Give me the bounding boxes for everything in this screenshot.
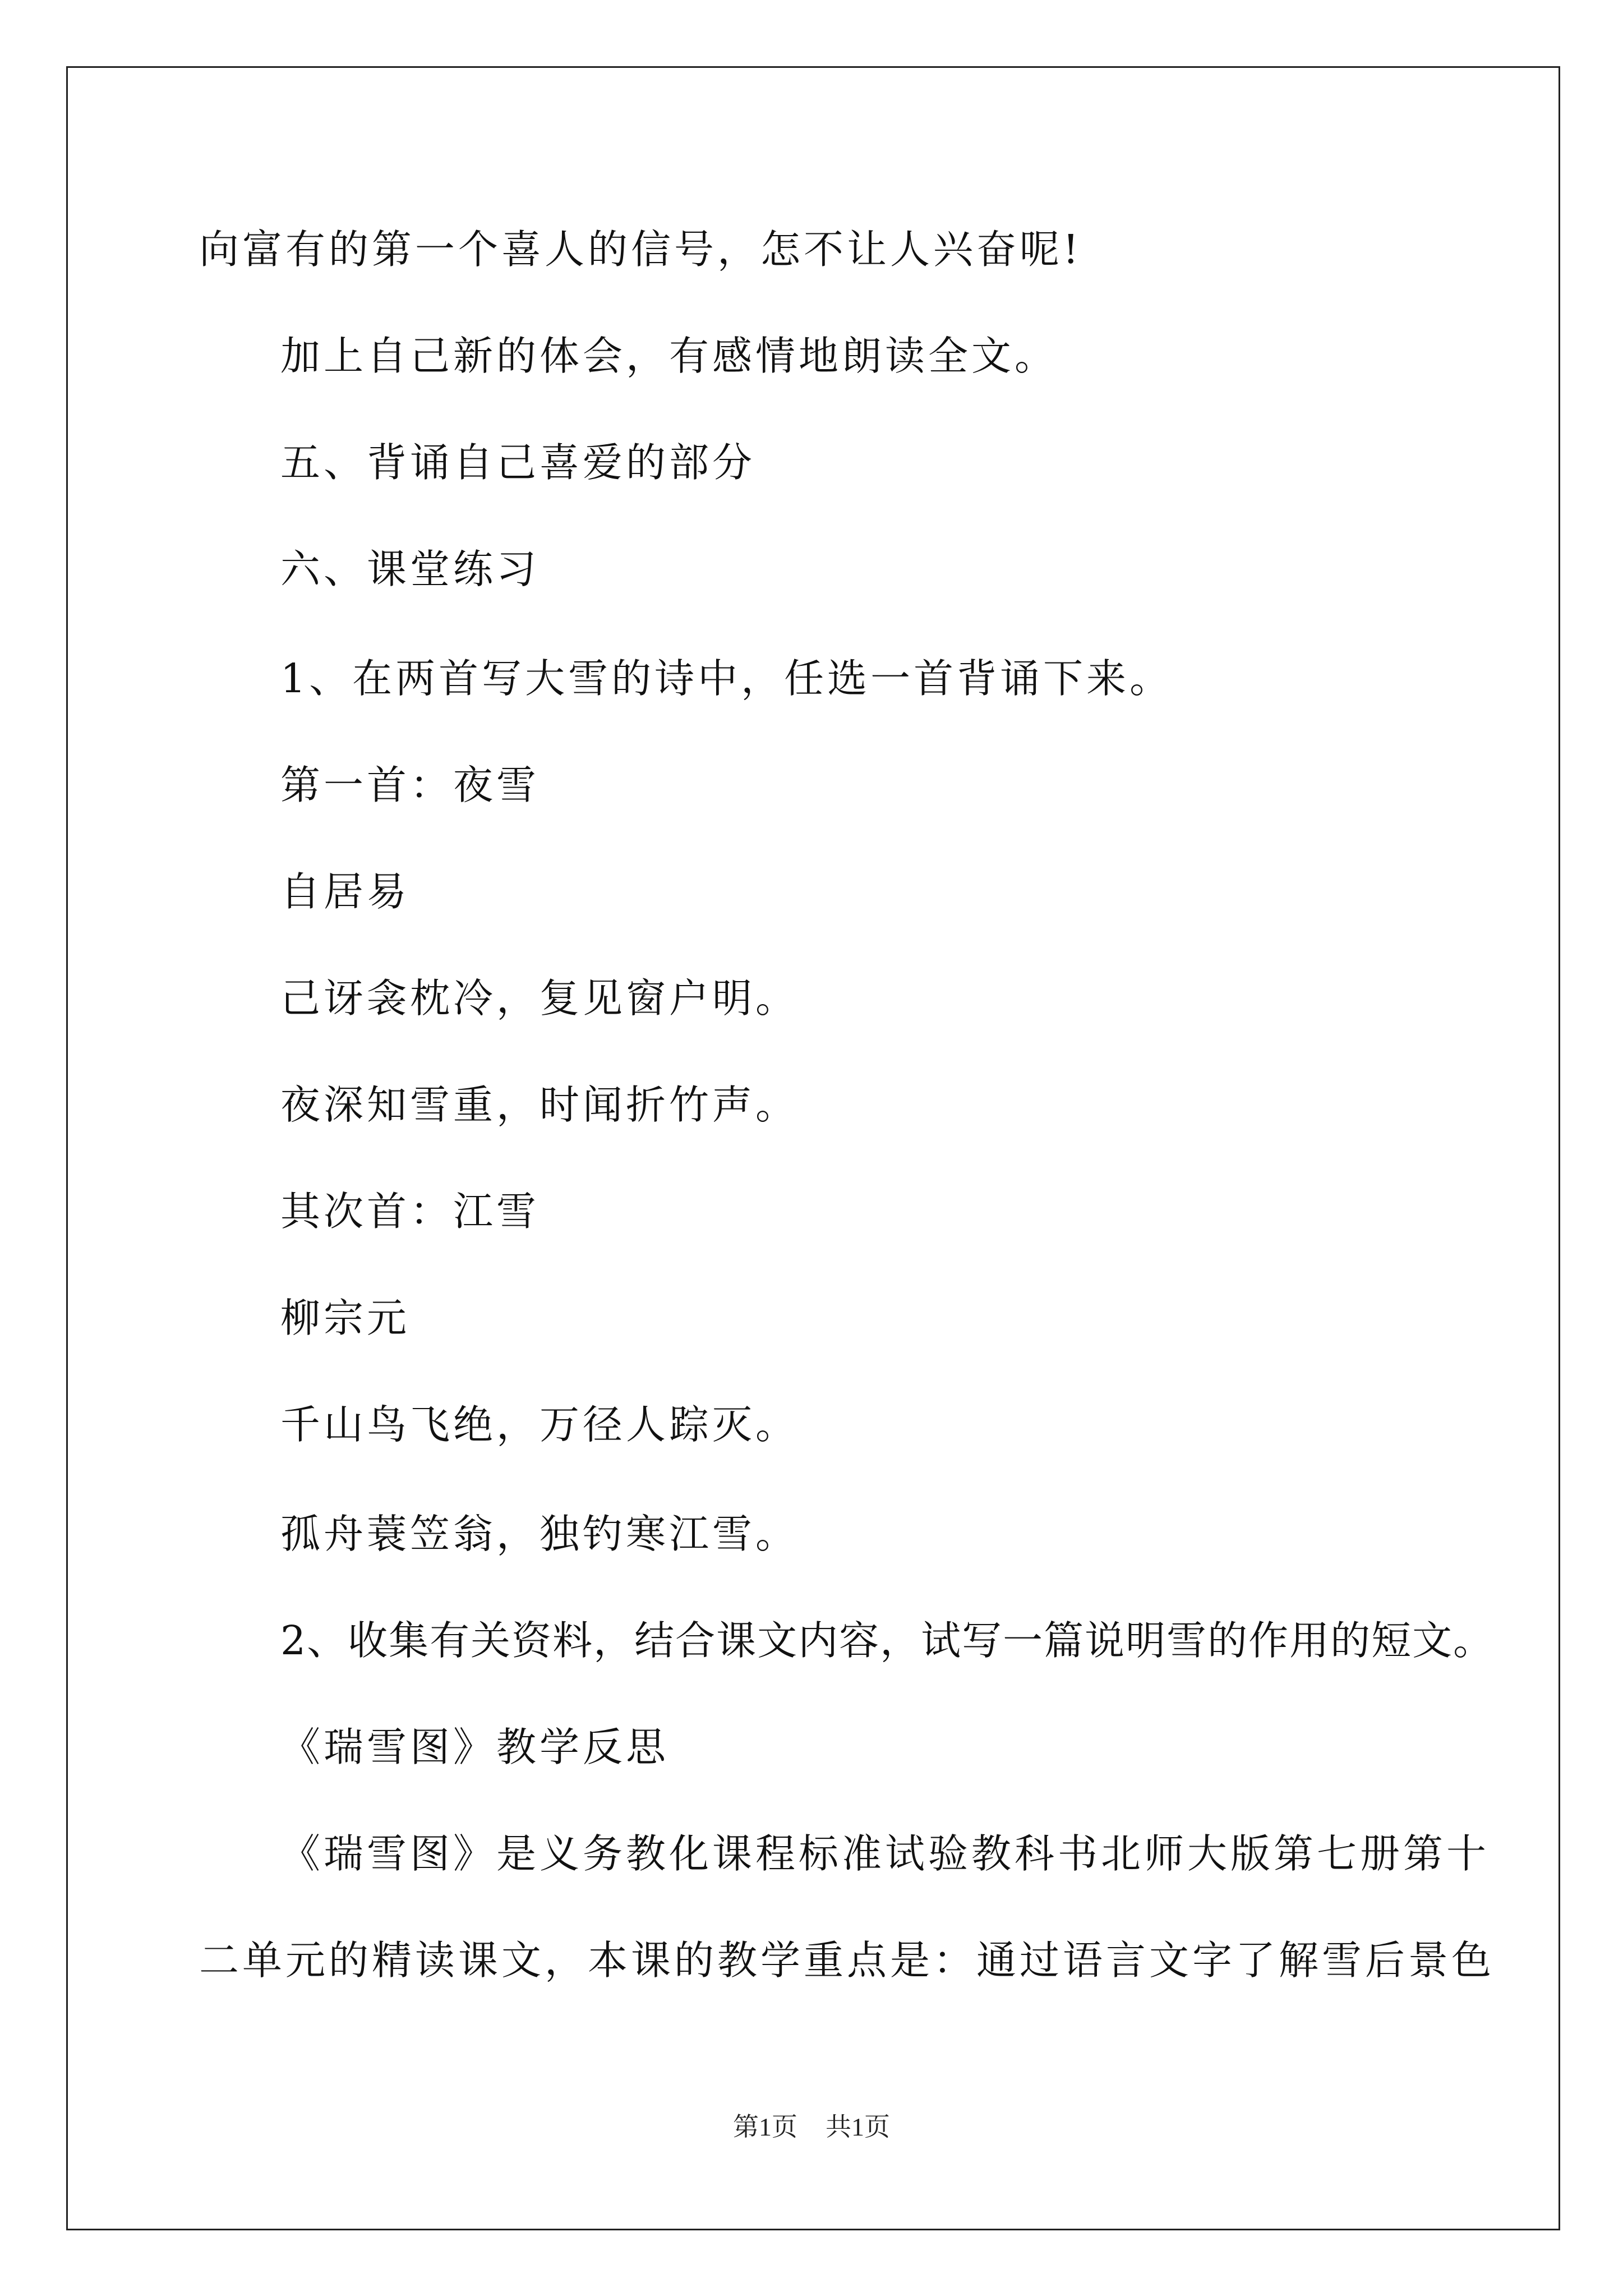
poem-one-line-1: 己讶衾枕冷，复见窗户明。 <box>280 975 799 1022</box>
page-footer <box>0 2110 1623 2144</box>
page-number: 第1页 <box>733 2113 797 2141</box>
reflection-heading: 《瑞雪图》教学反思 <box>280 1724 670 1770</box>
page-border <box>66 66 1560 2230</box>
heading-section-six: 六、课堂练习 <box>280 546 540 592</box>
poem-one-title: 第一首：夜雪 <box>280 762 540 808</box>
poem-two-line-1: 千山鸟飞绝，万径人踪灭。 <box>280 1401 799 1448</box>
exercise-item-2: 2、收集有关资料，结合课文内容，试写一篇说明雪的作用的短文。 <box>280 1617 1495 1664</box>
reflection-paragraph-line-2: 二单元的精读课文，本课的教学重点是：通过语言文字了解雪后景色 <box>199 1937 1495 1984</box>
paragraph-continuation: 向富有的第一个喜人的信号，怎不让人兴奋呢! <box>199 226 1082 273</box>
poem-two-author: 柳宗元 <box>280 1295 411 1341</box>
reflection-paragraph-line-1: 《瑞雪图》是义务教化课程标准试验教科书北师大版第七册第十 <box>280 1830 1490 1877</box>
heading-section-five: 五、背诵自己喜爱的部分 <box>280 439 756 486</box>
page-total: 共1页 <box>826 2113 890 2141</box>
poem-two-title: 其次首：江雪 <box>280 1188 540 1235</box>
poem-two-line-2: 孤舟蓑笠翁，独钓寒江雪。 <box>280 1511 799 1557</box>
poem-one-author: 自居易 <box>280 868 411 915</box>
paragraph-read-aloud: 加上自己新的体会，有感情地朗读全文。 <box>280 333 1058 379</box>
exercise-item-1: 1、在两首写大雪的诗中，任选一首背诵下来。 <box>280 655 1173 702</box>
poem-one-line-2: 夜深知雪重，时闻折竹声。 <box>280 1082 799 1128</box>
